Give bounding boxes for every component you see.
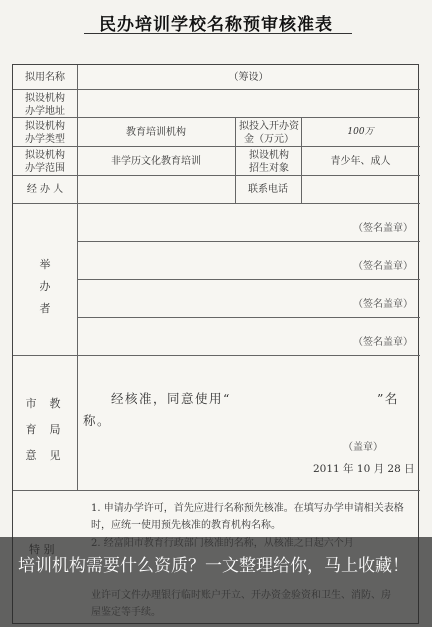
approval-seal: （盖章）: [343, 442, 383, 453]
sponsor-label-char: 办: [39, 280, 51, 293]
capital-value: 100万: [347, 127, 374, 137]
approval-label-char: 见: [49, 449, 61, 462]
row-divider: [13, 203, 420, 204]
caption-text: 培训机构需要什么资质？一文整理给你，马上收藏！: [18, 556, 409, 576]
proposed-name-label: 拟用名称: [25, 72, 65, 83]
sponsor-sign-3: （签名盖章）: [353, 299, 413, 310]
phone-label: 联系电话: [248, 184, 288, 195]
scope-value: 非学历文化教育培训: [111, 156, 201, 167]
scope-label: 拟设机构办学范围: [25, 150, 65, 174]
capital-label: 拟投入开办资金（万元）: [239, 121, 299, 145]
handler-label: 经 办 人: [26, 184, 64, 195]
sponsor-sign-2: （签名盖章）: [353, 261, 413, 272]
approval-label-char: 局: [49, 423, 61, 436]
students-value: 青少年、成人: [330, 156, 391, 167]
sponsor-sub-divider: [77, 279, 420, 280]
sponsor-label-char: 举: [39, 258, 51, 271]
note-item-1: 1. 申请办学许可，首先应进行名称预先核准。在填写办学申请相关表格时，应统一使用预先核准的教育机构名称。: [91, 503, 404, 531]
row-divider: [13, 355, 420, 356]
document-title: 民办培训学校名称预审核准表: [99, 15, 333, 35]
title-underline: [84, 33, 352, 34]
row-divider: [13, 146, 420, 147]
approval-label-char: 育: [25, 423, 37, 436]
caption-banner: [0, 537, 432, 627]
sponsor-sign-4: （签名盖章）: [353, 337, 413, 348]
approval-label-char: 市: [25, 397, 37, 410]
row-divider: [13, 89, 420, 90]
sponsor-label-char: 者: [39, 302, 51, 315]
sponsor-sub-divider: [77, 241, 420, 242]
approval-text-line2: 称。: [83, 413, 112, 428]
type-value: 教育培训机构: [126, 127, 186, 138]
approval-text-line1: 经核准，同意使用“: [111, 391, 231, 406]
row-divider: [13, 117, 420, 118]
row-divider: [13, 175, 420, 176]
proposed-name-value: （筹设）: [228, 72, 269, 83]
row-divider: [13, 490, 420, 491]
approval-label-char: 教: [49, 397, 61, 410]
sponsor-sub-divider: [77, 317, 420, 318]
approval-text-quote-end: ”名: [377, 391, 399, 406]
approval-label-char: 意: [25, 449, 37, 462]
approval-date: 2011 年 10 月 28 日: [313, 463, 415, 475]
sponsor-sign-1: （签名盖章）: [353, 223, 413, 234]
address-label: 拟设机构办学地址: [25, 93, 65, 117]
students-label: 拟设机构招生对象: [249, 150, 289, 174]
type-label: 拟设机构办学类型: [25, 121, 65, 145]
